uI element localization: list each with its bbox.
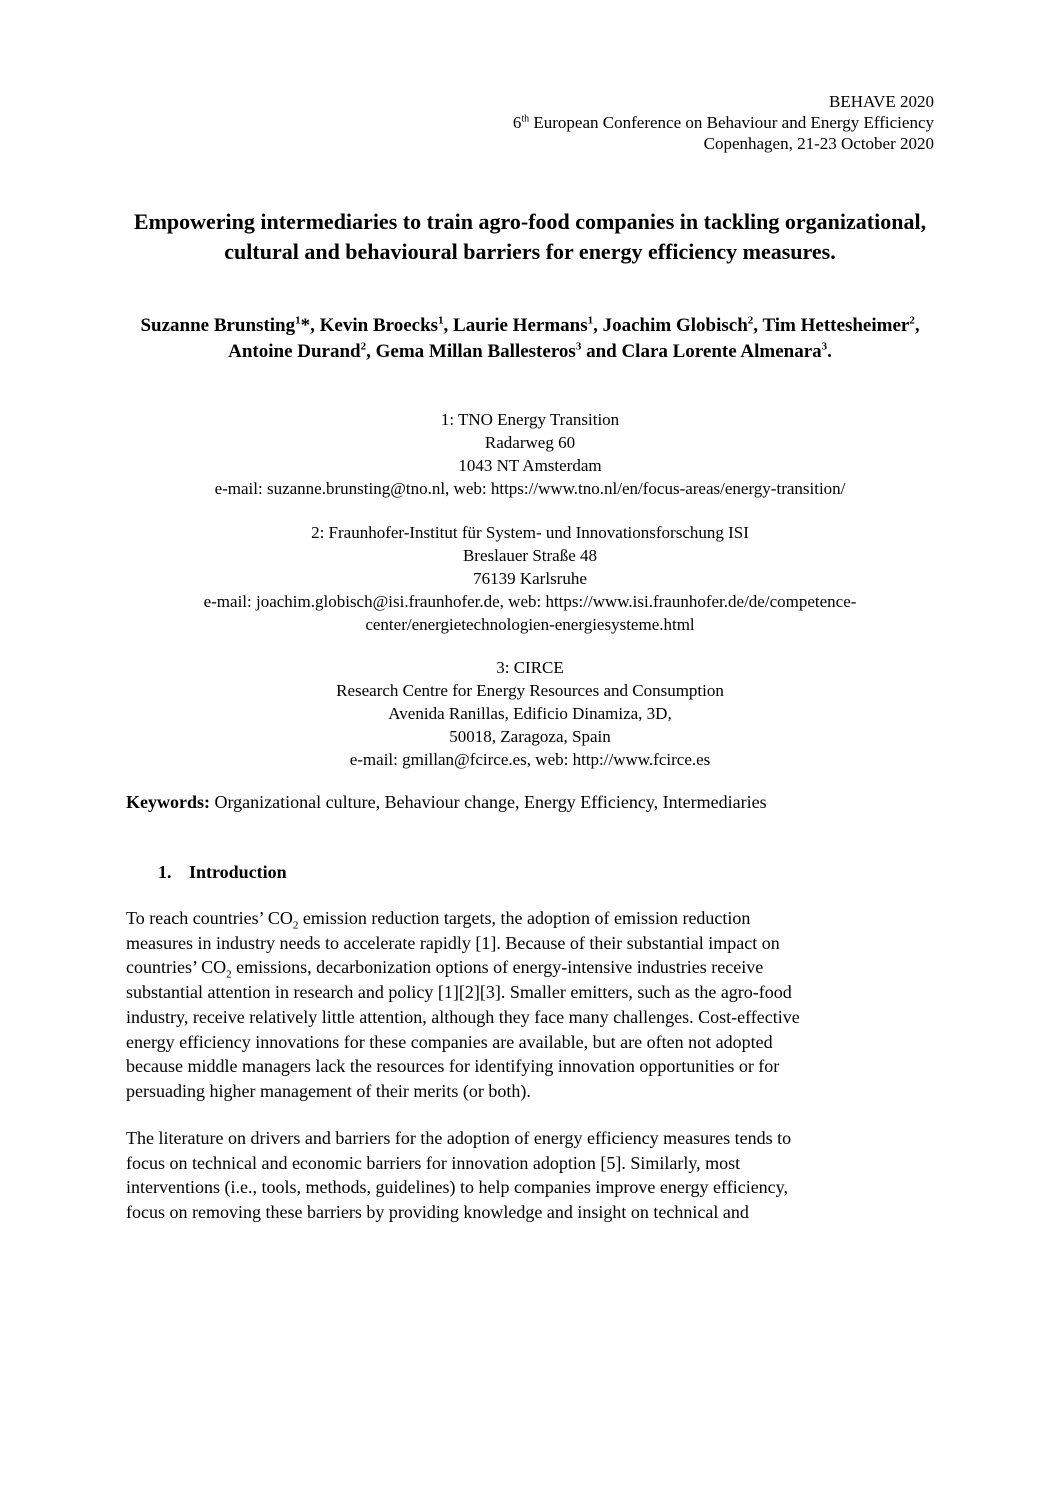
author-list: [110, 313, 950, 365]
conference-ordinal: 6: [512, 113, 522, 132]
author-separator: ,: [914, 315, 920, 336]
conference-title-text: European Conference on Behaviour and Energy Efficiency: [529, 113, 934, 132]
author-name: Laurie Hermans: [453, 315, 588, 336]
paragraph-line: The literature on drivers and barriers for the adoption of energy efficiency measures tends to: [126, 1128, 792, 1148]
affiliation-line: 50018, Zaragoza, Spain: [449, 727, 611, 746]
author-separator: ,: [753, 315, 763, 336]
paragraph-line: focus on removing these barriers by providing knowledge and insight on technical and: [126, 1202, 749, 1223]
keywords-label: Keywords:: [126, 792, 210, 812]
affiliation-contact: e-mail: joachim.globisch@isi.fraunhofer.de, web: https://www.isi.fraunhofer.de/de/competence-: [203, 592, 857, 611]
affiliation-2: [110, 521, 950, 636]
section-title: Introduction: [189, 862, 287, 882]
affiliation-3: [110, 656, 950, 771]
conference-ordinal-suffix: th: [521, 113, 530, 125]
conference-header: [513, 91, 934, 154]
text-span: emissions, decarbonization options of energy-intensive industries receive: [231, 957, 764, 978]
subscript: 2: [292, 919, 299, 932]
author-separator: and: [581, 341, 622, 362]
paragraph-line: interventions (i.e., tools, methods, guidelines) to help companies improve energy efficiency,: [126, 1177, 789, 1198]
author-separator: ,: [443, 315, 454, 336]
keywords: [126, 790, 946, 814]
author-affiliation-mark: 1: [587, 314, 594, 327]
affiliation-line: Research Centre for Energy Resources and Consumption: [336, 681, 724, 700]
paragraph: [126, 906, 934, 1104]
affiliation-line: Radarweg 60: [484, 433, 576, 452]
author-affiliation-mark: 1: [295, 314, 301, 327]
paragraph-line: substantial attention in research and policy [1][2][3]. Smaller emitters, such as the agro-food: [126, 982, 792, 1003]
section-heading: [158, 860, 287, 884]
paragraph-line: because middle managers lack the resources for identifying innovation opportunities or for: [126, 1056, 780, 1077]
paragraph: [126, 1126, 934, 1225]
affiliation-line: Breslauer Straße 48: [462, 546, 598, 565]
author-separator: *,: [300, 315, 320, 336]
author-name: Kevin Broecks: [319, 315, 439, 336]
paragraph-line: focus on technical and economic barriers for innovation adoption [5]. Similarly, most: [126, 1152, 741, 1173]
affiliation-contact: e-mail: suzanne.brunsting@tno.nl, web: https://www.tno.nl/en/focus-areas/energy-transition/: [214, 479, 846, 498]
affiliation-line: 1: TNO Energy Transition: [440, 410, 620, 429]
affiliation-line: 2: Fraunhofer-Institut für System- und Innovationsforschung ISI: [311, 523, 749, 542]
paragraph-line: energy efficiency innovations for these companies are available, but are often not adopted: [126, 1031, 773, 1052]
keywords-text: Organizational culture, Behaviour change, Energy Efficiency, Intermediaries: [210, 792, 767, 812]
affiliation-line: 3: CIRCE: [496, 658, 564, 677]
affiliation-1: [110, 408, 950, 500]
author-name: Joachim Globisch: [602, 315, 748, 336]
author-affiliation-mark: 3: [821, 340, 828, 353]
affiliation-line: Avenida Ranillas, Edificio Dinamiza, 3D,: [388, 704, 672, 723]
affiliation-line: 76139 Karlsruhe: [473, 569, 587, 588]
author-affiliation-mark: 2: [747, 314, 754, 327]
text-span: To reach countries’ CO: [126, 908, 293, 928]
author-name: Gema Millan Ballesteros: [375, 341, 576, 362]
author-affiliation-mark: 1: [438, 314, 444, 327]
author-affiliation-mark: 3: [575, 340, 582, 353]
paragraph-line: persuading higher management of their merits (or both).: [126, 1080, 531, 1101]
author-name: Clara Lorente Almenara: [621, 341, 822, 362]
author-separator: .: [827, 341, 832, 362]
paper-title: Empowering intermediaries to train agro-food companies in tackling organizational, cultural and behavioural barriers for energy efficiency measures.: [133, 209, 927, 264]
paragraph-line: industry, receive relatively little attention, although they face many challenges. Cost-effective: [126, 1006, 800, 1027]
text-span: emission reduction targets, the adoption of emission reduction: [298, 908, 751, 928]
author-affiliation-mark: 2: [909, 314, 915, 327]
text-span: countries’ CO: [126, 957, 227, 978]
paragraph-line: [126, 955, 934, 980]
author-separator: ,: [593, 315, 603, 336]
conference-title: [513, 112, 934, 133]
author-name: Tim Hettesheimer: [762, 315, 910, 336]
affiliation-contact: e-mail: gmillan@fcirce.es, web: http://www.fcirce.es: [349, 750, 711, 769]
section-number: 1.: [158, 862, 172, 882]
affiliation-line: 1043 NT Amsterdam: [458, 456, 602, 475]
paragraph-line: [126, 906, 934, 931]
author-name: Antoine Durand: [228, 341, 361, 362]
author-affiliation-mark: 2: [360, 340, 367, 353]
author-separator: ,: [366, 341, 376, 362]
subscript: 2: [226, 969, 232, 981]
conference-location-date: Copenhagen, 21-23 October 2020: [703, 134, 934, 153]
author-name: Suzanne Brunsting: [140, 315, 296, 336]
conference-name: BEHAVE 2020: [829, 92, 934, 111]
affiliation-contact: center/energietechnologien-energiesysteme.html: [365, 615, 695, 634]
paragraph-line: measures in industry needs to accelerate rapidly [1]. Because of their substantial impact on: [126, 932, 780, 953]
